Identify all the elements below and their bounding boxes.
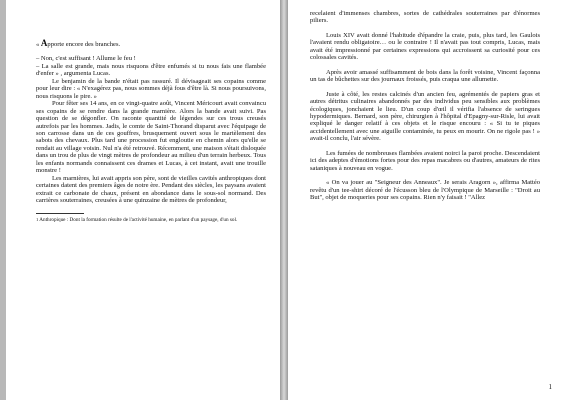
first-line-text: pporte encore des branches.: [47, 41, 121, 48]
paragraph: – Non, c'est suffisant ! Allume le feu !: [36, 55, 136, 63]
paragraph: Le benjamin de la bande n'était pas rassuré. Il dévisageait ses copains comme pour leur dire : « N'exagérez pas, nous sommes déjà fous d'être là. Si nous poursuivons, nous risquons le pire. »: [36, 77, 266, 100]
book-gutter: [280, 0, 288, 400]
footnote-marker: 1: [36, 216, 39, 222]
paragraph: Après avoir amassé suffisamment de bois dans la forêt voisine, Vincent façonna un tas de bûchettes sur des journaux froissés, puis craqua une allumette.: [310, 68, 540, 84]
footnote-text: Anthropique : Dont la formation résulte de l'activité humaine, en parlant d'un paysage, d'un sol.: [38, 216, 238, 223]
footnote-divider: [36, 213, 84, 214]
opening-quote: «: [36, 41, 40, 48]
paragraph: Pour fêter ses 14 ans, en ce vingt-quatre août, Vincent Méricourt avait convaincu ses copains de se rendre dans la grande marnière. Alors la bande avait suivi. Pas question de se dégonfler. On raconte quantité de légendes sur ces trous creusés autrefois par les hommes. Jadis, le comte de Saint-Thorand disparut avec l'équipage de son carrosse dans un de ces gouffres, brusquement ouvert sous le martèlement des sabots des chevaux. Plus tard une procession fut engloutie en chemin alors qu'elle se rendait au village voisin. Nul n'a été retrouvé. Récemment, une maison s'était disloquée dans un trou de plus de vingt mètres de profondeur au milieu d'un terrain herbeux. Tous les enfants normands connaissent ces drames et Lucas, à cet instant, avait une trouille monstre !: [36, 100, 266, 175]
paragraph: « On va jouer au "Seigneur des Anneaux". Je serais Aragorn », affirma Mattéo revêtu d'un tee-shirt décoré de l'écusson bleu de l'Olympique de Marseille : "Droit au But", objet de moqueries pour ses copains. Rien n'y faisait ! "Allez: [310, 179, 540, 202]
opening-line: [36, 40, 266, 48]
paragraph: Les fumées de nombreuses flambées avaient noirci la paroi proche. Descendaient ici des adeptes d'émotions fortes pour des repas macabres ou d'autres, amateurs de rites sataniques à nouveau en vogue.: [310, 149, 540, 172]
paragraph: Les marnières, lui avait appris son père, sont de vieilles cavités anthropiques dont certaines datent des premiers âges de notre ère. Pendant des siècles, les paysans avaient extrait ce carbonate de chaux, présent en abondance dans le sous-sol normand. Des carrières souterraines, creusées à une quinzaine de mètres de profondeur,: [36, 174, 266, 205]
page-number: 1: [548, 383, 552, 391]
paragraph: Juste à côté, les restes calcinés d'un ancien feu, agrémentés de papiers gras et autres détritus culinaires abandonnés par des individus peu sensibles aux problèmes écologiques, jonchaient le lieu. D'un coup d'œil il vérifia l'absence de seringues hypodermiques. Bernard, son père, chirurgien à l'hôpital d'Epagny-sur-Risle, lui avait expliqué le danger relatif à ces objets et le risque encouru : « Si tu te piques accidentellement avec une aiguille contaminée, tu peux en mourir. On ne rigole pas ! » avait-il conclu, l'air sévère.: [310, 90, 540, 143]
paragraph: recelaient d'immenses chambres, sortes de cathédrales souterraines par d'énormes piliers.: [310, 10, 540, 25]
left-page: [6, 0, 280, 400]
footnote: [36, 217, 266, 223]
paragraph: – La salle est grande, mais nous risquons d'être enfumés si tu nous fais une flambée d'enfer » , argumenta Lucas.: [36, 62, 266, 78]
right-page: [288, 0, 566, 400]
drop-cap: A: [40, 38, 48, 48]
paragraph: Louis XIV avait donné l'habitude d'épandre la craie, puis, plus tard, les Gaulois l'avaient rendu obligatoire… ou le contraire ! Il n'avait pas tout compris, Lucas, mais avait été impressionné par certaines expressions qui accroissent sa curiosité pour ces colossales cavités.: [310, 31, 540, 62]
